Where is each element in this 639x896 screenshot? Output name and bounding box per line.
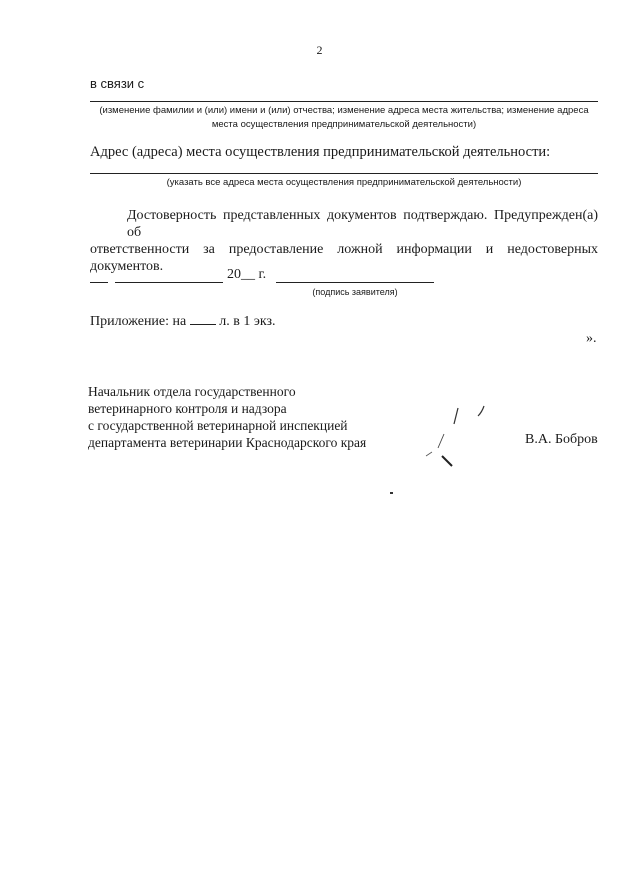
confirmation-line-3: документов. bbox=[90, 259, 164, 274]
official-title-line-1: Начальник отдела государственного bbox=[88, 384, 296, 399]
handwritten-signature bbox=[420, 400, 500, 480]
attachment-sheets-blank bbox=[190, 312, 216, 325]
stray-mark bbox=[390, 492, 393, 494]
in-connection-label: в связи с bbox=[90, 76, 145, 91]
official-title-line-4: департамента ветеринарии Краснодарского края bbox=[88, 435, 367, 450]
date-month-blank bbox=[115, 282, 223, 283]
official-title-line-3: с государственной ветеринарной инспекцией bbox=[88, 418, 348, 433]
attachment-prefix: Приложение: на bbox=[90, 314, 187, 329]
signature-caption: (подпись заявителя) bbox=[312, 287, 398, 297]
official-title bbox=[88, 383, 366, 451]
signature-blank bbox=[276, 282, 434, 283]
closing-quote: ». bbox=[586, 331, 597, 346]
address-caption: (указать все адреса места осуществления предпринимательской деятельности) bbox=[166, 177, 522, 188]
date-year: 20__ г. bbox=[227, 267, 267, 282]
official-title-line-2: ветеринарного контроля и надзора bbox=[88, 401, 287, 416]
attachment-line bbox=[90, 312, 276, 330]
confirmation-line-2: ответственности за предоставление ложной информации и недостоверных bbox=[90, 242, 598, 257]
date-day-blank bbox=[90, 282, 108, 283]
change-caption bbox=[90, 104, 598, 132]
address-label: Адрес (адреса) места осуществления предпринимательской деятельности: bbox=[90, 144, 551, 160]
change-fill-line bbox=[90, 101, 598, 102]
confirmation-line-1: Достоверность представленных документов подтверждаю. Предупрежден(а) об bbox=[127, 208, 598, 240]
change-caption-line-1: (изменение фамилии и (или) имени и (или) отчества; изменение адреса места жительства; изменение адреса bbox=[99, 105, 589, 116]
signer-name: В.А. Бобров bbox=[525, 432, 598, 447]
confirmation-paragraph bbox=[90, 207, 598, 275]
change-caption-line-2: места осуществления предпринимательской деятельности) bbox=[211, 119, 477, 130]
address-fill-line bbox=[90, 173, 598, 174]
page-number: 2 bbox=[316, 43, 323, 57]
attachment-suffix: л. в 1 экз. bbox=[219, 314, 276, 329]
